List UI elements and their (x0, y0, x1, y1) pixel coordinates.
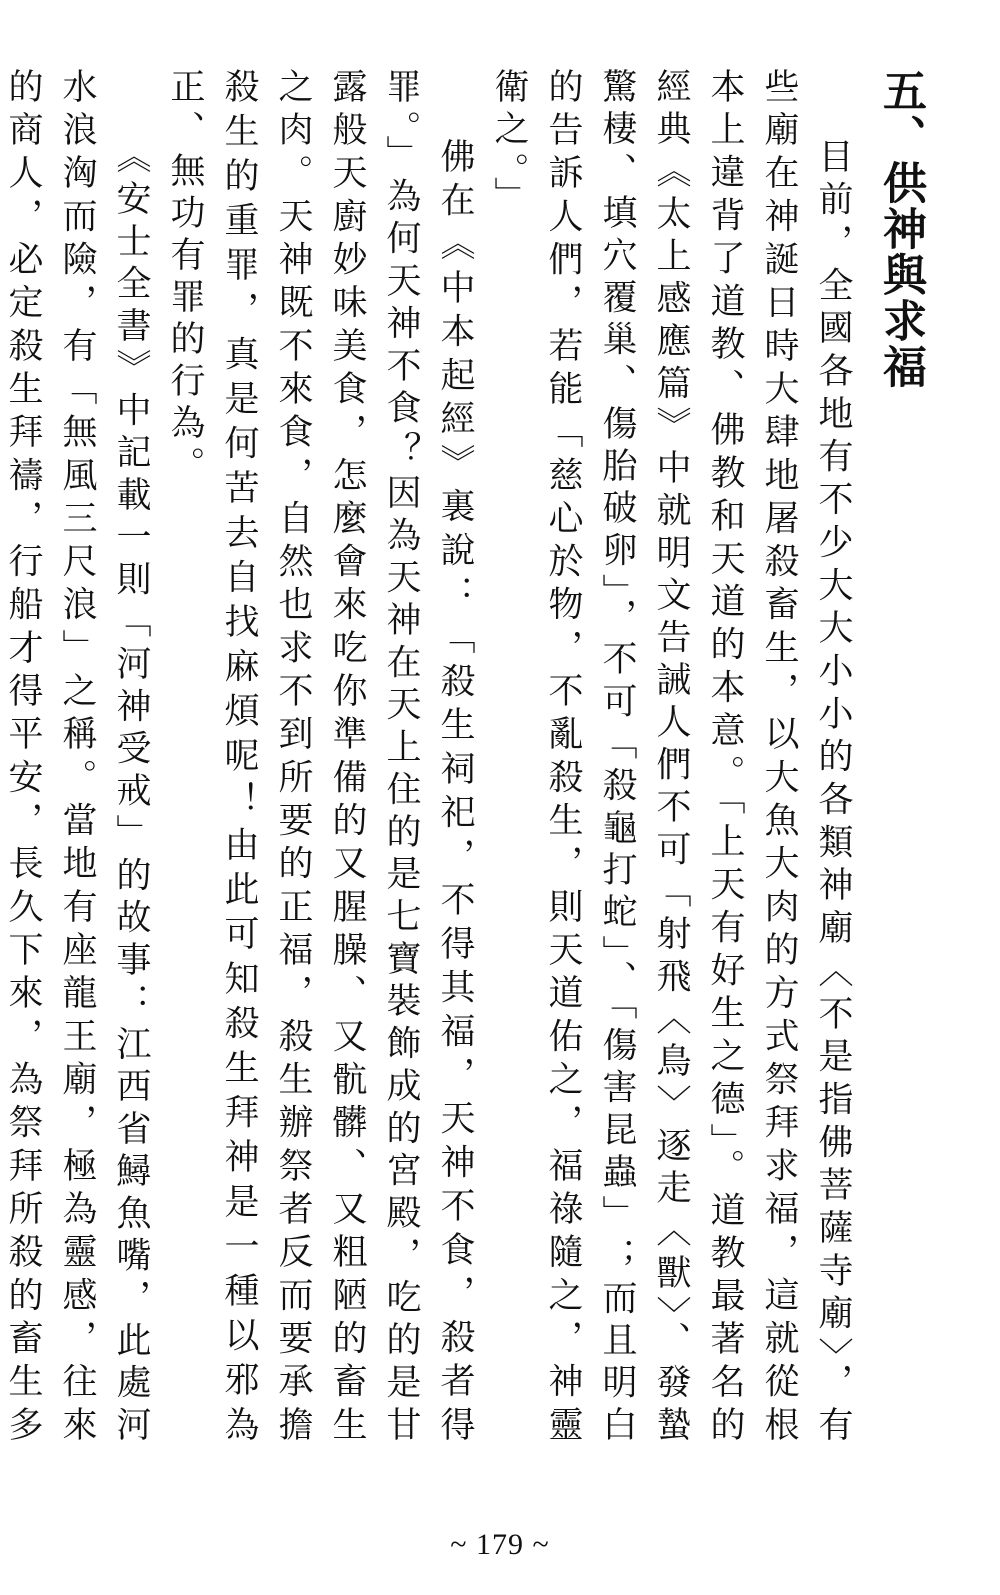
paragraph-2: 佛在《中本起經》裏說：「殺生祠祀，不得其福，天神不食，殺者得罪。」為何天神不食？因為天神在天上住的是七寶裝飾成的宮殿，吃的是甘露般天廚妙味美食，怎麼會來吃你準備的又腥臊、又骯髒、又粗陋的畜生之肉。天神既不來食，自然也求不到所要的正福，殺生辦祭者反而要承擔殺生的重罪，真是何苦去自找麻煩呢！由此可知殺生拜神是一種以邪為正、無功有罪的行為。 (165, 68, 475, 1448)
body-text (3, 68, 860, 1448)
paragraph-1: 目前，全國各地有不少大大小小的各類神廟〈不是指佛菩薩寺廟〉，有些廟在神誕日時大肆地屠殺畜生，以大魚大肉的方式祭拜求福，這就從根本上違背了道教、佛教和天道的本意。「上天有好生之德」。道教最著名的經典《太上感應篇》中就明文告誡人們不可「射飛〈鳥〉逐走〈獸〉、發蟄驚棲、填穴覆巢、傷胎破卵」，不可「殺龜打蛇」、「傷害昆蟲」；而且明白的告訴人們，若能「慈心於物，不亂殺生，則天道佑之，福祿隨之，神靈衛之。」 (489, 68, 853, 1448)
page-number: ~ 179 ~ (450, 1528, 550, 1561)
section-title: 五、供神與求福 (875, 68, 926, 390)
paragraph-3: 《安士全書》中記載一則「河神受戒」的故事：江西省鱘魚嘴，此處河水浪洶而險，有「無風三尺浪」之稱。當地有座龍王廟，極為靈感，往來的商人，必定殺生拜禱，行船才得平安，長久下來，為祭拜所殺的畜生多 (3, 68, 151, 1448)
